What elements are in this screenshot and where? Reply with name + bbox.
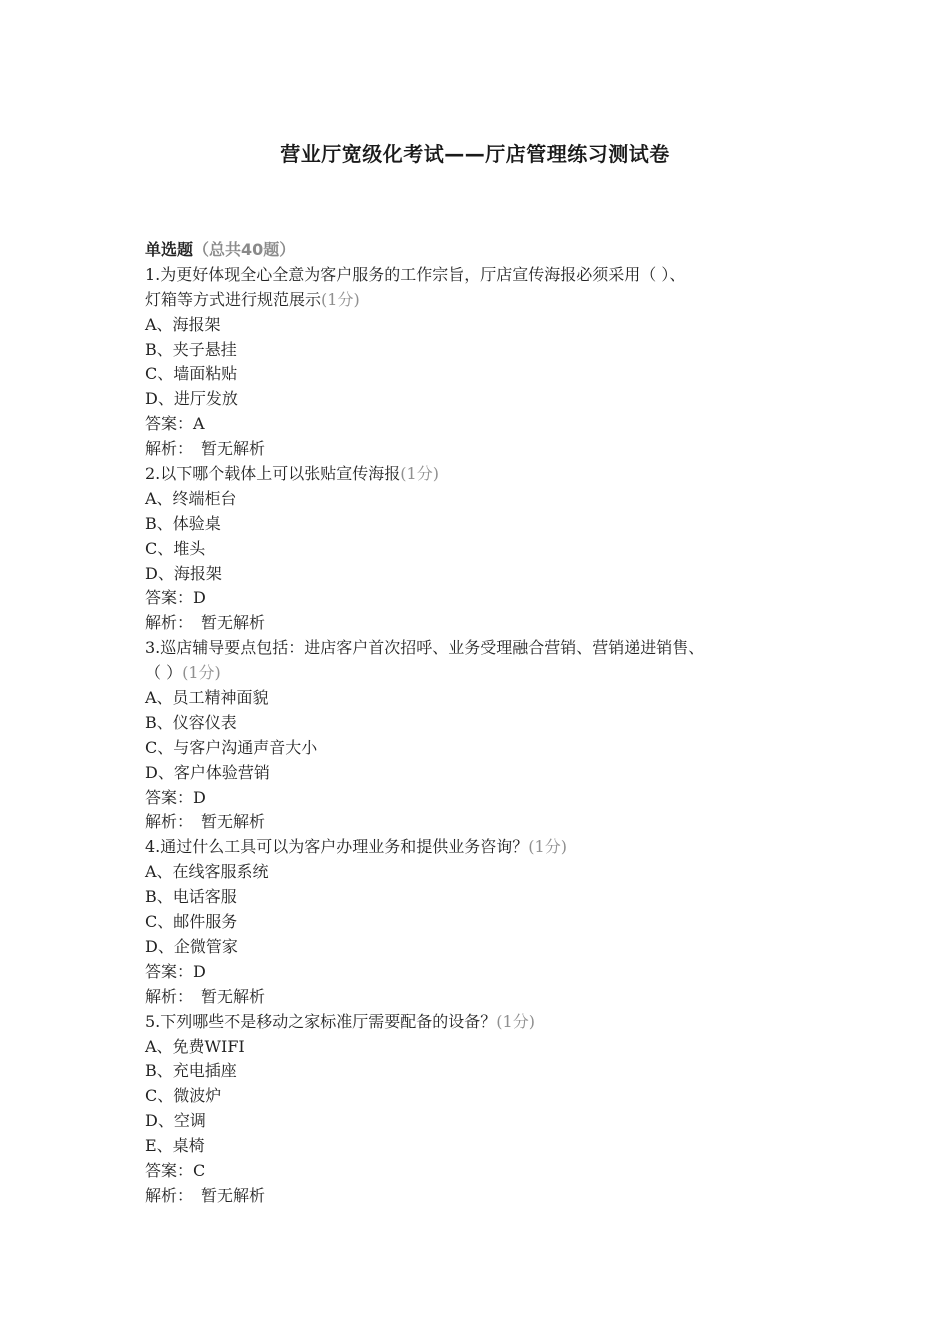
question-text-cont: （ ）(1分): [145, 663, 221, 683]
option: D、进厅发放: [145, 389, 238, 409]
option: D、海报架: [145, 563, 222, 583]
section-label: 单选题: [145, 240, 194, 259]
question-block: [145, 835, 825, 1009]
question-score: (1分): [496, 1011, 535, 1031]
option: C、邮件服务: [145, 912, 238, 932]
exam-content: [145, 238, 825, 1209]
answer: 答案：D: [145, 588, 206, 608]
question-text-cont: 灯箱等方式进行规范展示(1分): [145, 289, 360, 309]
answer: 答案：D: [145, 787, 206, 807]
analysis: 解析： 暂无解析: [145, 613, 266, 633]
option: D、空调: [145, 1111, 206, 1131]
option: E、桌椅: [145, 1136, 205, 1156]
option: A、员工精神面貌: [145, 688, 269, 708]
question-block: [145, 1010, 825, 1209]
option: A、终端柜台: [145, 488, 237, 508]
question-text: 5.下列哪些不是移动之家标准厅需要配备的设备？(1分): [145, 1011, 535, 1031]
question-block: [145, 462, 825, 636]
question-score: (1分): [400, 464, 439, 484]
question-score: (1分): [182, 663, 221, 683]
answer: 答案：A: [145, 414, 205, 434]
section-heading: [145, 238, 825, 263]
option: D、企微管家: [145, 936, 238, 956]
option: A、海报架: [145, 314, 221, 334]
option: B、充电插座: [145, 1061, 237, 1081]
question-text: 1.为更好体现全心全意为客户服务的工作宗旨，厅店宣传海报必须采用（ ）、: [145, 264, 686, 284]
analysis: 解析： 暂无解析: [145, 1185, 266, 1205]
answer: 答案：C: [145, 1160, 206, 1180]
analysis: 解析： 暂无解析: [145, 439, 266, 459]
option: A、在线客服系统: [145, 862, 269, 882]
answer: 答案：D: [145, 961, 206, 981]
question-score: (1分): [528, 837, 567, 857]
option: C、与客户沟通声音大小: [145, 737, 318, 757]
option: D、客户体验营销: [145, 762, 270, 782]
question-text: 4.通过什么工具可以为客户办理业务和提供业务咨询？(1分): [145, 837, 567, 857]
question-text: 3.巡店辅导要点包括：进店客户首次招呼、业务受理融合营销、营销递进销售、: [145, 638, 705, 658]
option: B、仪容仪表: [145, 712, 237, 732]
option: C、堆头: [145, 538, 206, 558]
question-block: [145, 636, 825, 835]
section-count: （总共40题）: [193, 240, 296, 259]
analysis: 解析： 暂无解析: [145, 812, 266, 832]
option: B、体验桌: [145, 513, 221, 533]
option: B、电话客服: [145, 887, 237, 907]
analysis: 解析： 暂无解析: [145, 986, 266, 1006]
option: C、墙面粘贴: [145, 364, 238, 384]
option: C、微波炉: [145, 1086, 222, 1106]
question-text: 2.以下哪个载体上可以张贴宣传海报(1分): [145, 464, 439, 484]
question-block: [145, 263, 825, 462]
option: B、夹子悬挂: [145, 339, 237, 359]
question-score: (1分): [321, 289, 360, 309]
page-title: 营业厅宽级化考试——厅店管理练习测试卷: [280, 142, 670, 166]
option: A、免费WIFI: [145, 1036, 245, 1056]
